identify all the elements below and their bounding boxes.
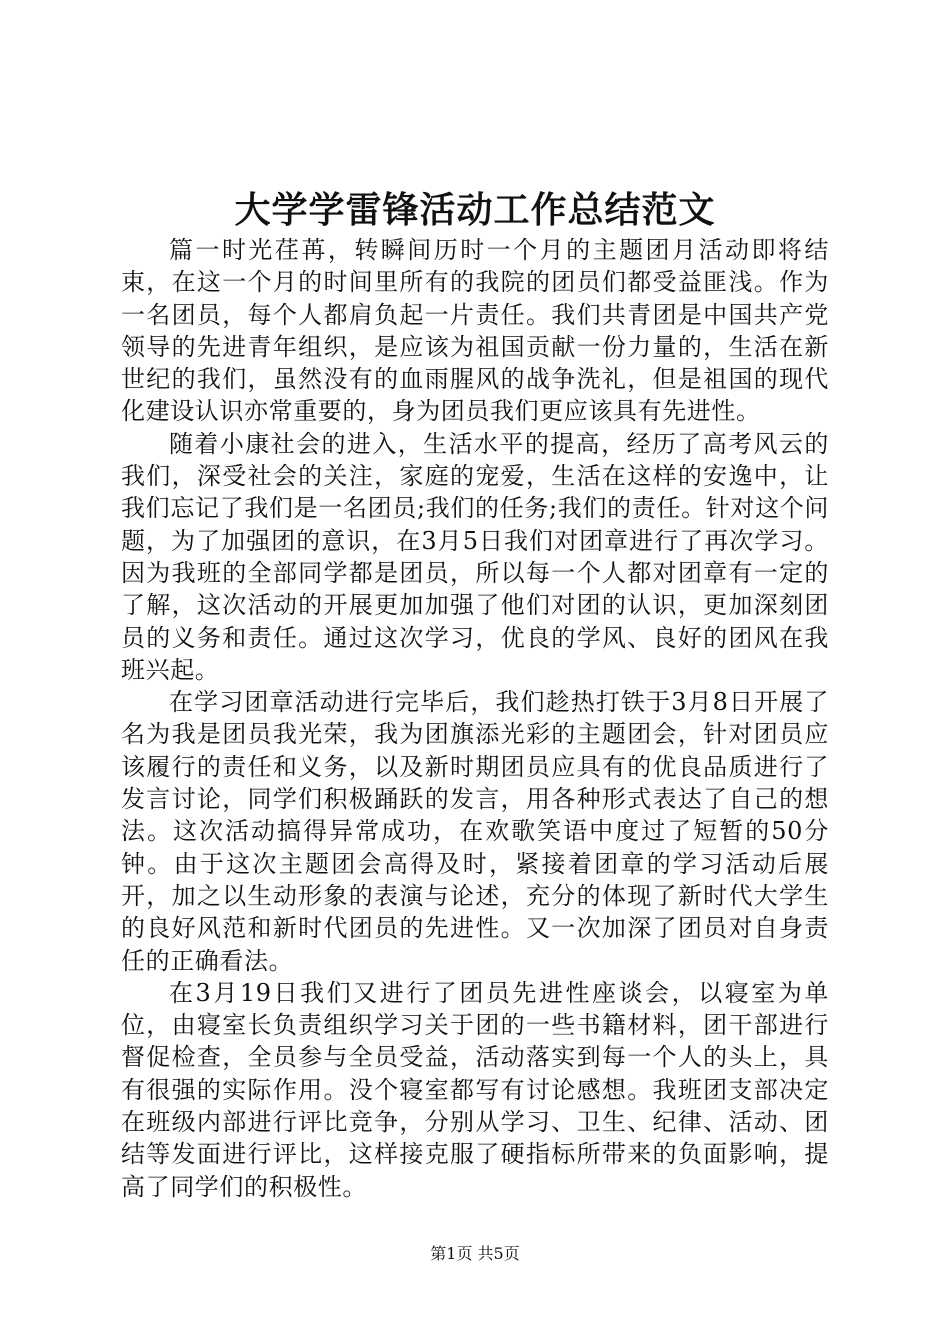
paragraph-4: 在3月19日我们又进行了团员先进性座谈会，以寝室为单位，由寝室长负责组织学习关于团的一些书籍材料，团干部进行督促检查，全员参与全员受益，活动落实到每一个人的头上，具有很强的实际作用。没个寝室都写有讨论感想。我班团支部决定在班级内部进行评比竞争，分别从学习、卫生、纪律、活动、团结等发面进行评比，这样接克服了硬指标所带来的负面影响，提高了同学们的积极性。 bbox=[121, 978, 829, 1201]
document-title: 大学学雷锋活动工作总结范文 bbox=[234, 189, 716, 231]
paragraph-3: 在学习团章活动进行完毕后，我们趁热打铁于3月8日开展了名为我是团员我光荣，我为团旗添光彩的主题团会，针对团员应该履行的责任和义务，以及新时期团员应具有的优良品质进行了发言讨论，同学们积极踊跃的发言，用各种形式表达了自己的想法。这次活动搞得异常成功，在欢歌笑语中度过了短暂的50分钟。由于这次主题团会高得及时，紧接着团章的学习活动后展开，加之以生动形象的表演与论述，充分的体现了新时代大学生的良好风范和新时代团员的先进性。又一次加深了团员对自身责任的正确看法。 bbox=[121, 688, 829, 975]
document-body bbox=[121, 234, 829, 1203]
page-number-footer: 第1页 共5页 bbox=[430, 1244, 520, 1263]
paragraph-2: 随着小康社会的进入，生活水平的提高，经历了高考风云的我们，深受社会的关注，家庭的宠爱，生活在这样的安逸中，让我们忘记了我们是一名团员;我们的任务;我们的责任。针对这个问题，为了加强团的意识，在3月5日我们对团章进行了再次学习。因为我班的全部同学都是团员，所以每一个人都对团章有一定的了解，这次活动的开展更加加强了他们对团的认识，更加深刻团员的义务和责任。通过这次学习，优良的学风、良好的团风在我班兴起。 bbox=[121, 429, 829, 684]
paragraph-1: 篇一时光荏苒，转瞬间历时一个月的主题团月活动即将结束，在这一个月的时间里所有的我院的团员们都受益匪浅。作为一名团员，每个人都肩负起一片责任。我们共青团是中国共产党领导的先进青年组织，是应该为祖国贡献一份力量的，生活在新世纪的我们，虽然没有的血雨腥风的战争洗礼，但是祖国的现代化建设认识亦常重要的，身为团员我们更应该具有先进性。 bbox=[121, 236, 829, 426]
